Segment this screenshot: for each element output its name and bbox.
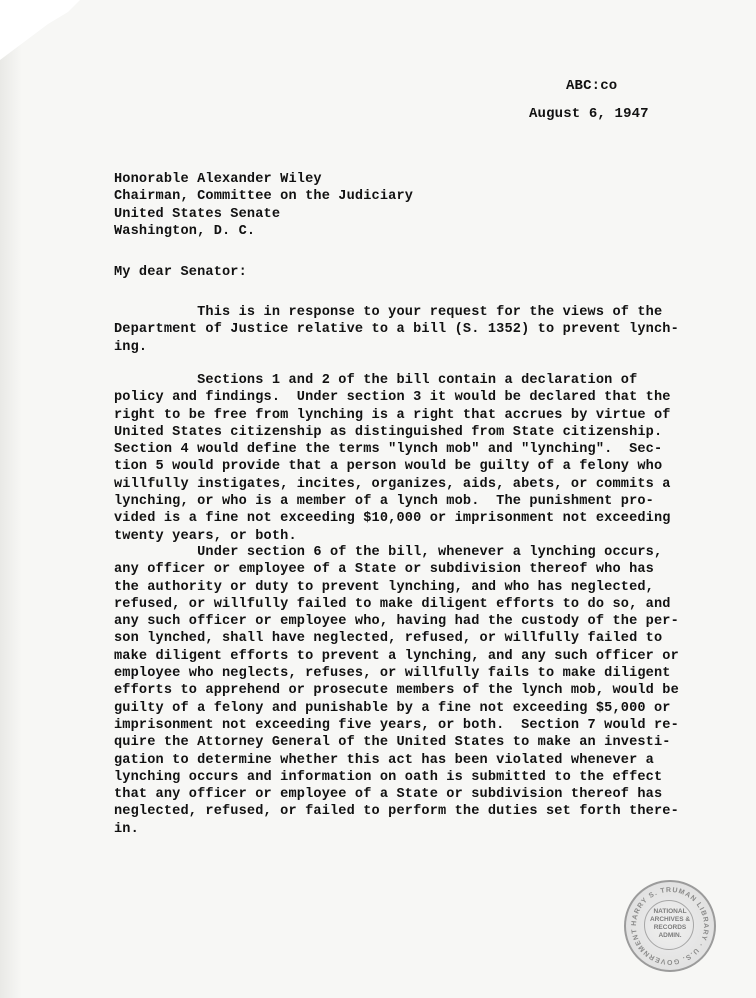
- paragraph-line: any officer or employee of a State or subdivision thereof who has: [114, 562, 654, 578]
- paragraph-line: Under section 6 of the bill, whenever a lynching occurs,: [114, 545, 663, 560]
- paragraph-line: lynching, or who is a member of a lynch mob. The punishment pro-: [114, 494, 654, 510]
- paragraph-line: Sections 1 and 2 of the bill contain a declaration of: [114, 373, 638, 388]
- archive-seal-stamp: [624, 880, 716, 972]
- paragraph-line: employee who neglects, refuses, or willfully fails to make diligent: [114, 666, 671, 682]
- address-line: Honorable Alexander Wiley: [114, 172, 322, 187]
- address-line: Chairman, Committee on the Judiciary: [114, 189, 414, 205]
- seal-center-text: [644, 908, 696, 940]
- paragraph-line: son lynched, shall have neglected, refused, or willfully failed to: [114, 631, 663, 647]
- paragraph-2: [114, 372, 671, 545]
- paragraph-line: imprisonment not exceeding five years, or both. Section 7 would re-: [114, 717, 679, 733]
- paragraph-line: Section 4 would define the terms "lynch mob" and "lynching". Sec-: [114, 442, 663, 458]
- seal-line: NATIONAL: [653, 908, 687, 915]
- paragraph-line: quire the Attorney General of the United States to make an investi-: [114, 735, 671, 751]
- paragraph-line: in.: [114, 821, 139, 837]
- paragraph-line: any such officer or employee who, having had the custody of the per-: [114, 614, 679, 630]
- recipient-address: [114, 171, 413, 240]
- torn-corner: [0, 0, 80, 60]
- paragraph-line: United States citizenship as distinguished from State citizenship.: [114, 424, 663, 440]
- page-left-edge: [0, 0, 22, 998]
- paragraph-line: the authority or duty to prevent lynching, and who has neglected,: [114, 579, 654, 595]
- paragraph-1: [114, 304, 679, 356]
- paragraph-line: This is in response to your request for the views of the: [114, 305, 663, 320]
- paragraph-line: Department of Justice relative to a bill (S. 1352) to prevent lynch-: [114, 322, 679, 338]
- seal-line: ADMIN.: [658, 932, 682, 939]
- paragraph-line: vided is a fine not exceeding $10,000 or imprisonment not exceeding: [114, 511, 671, 527]
- paragraph-line: neglected, refused, or failed to perform the duties set forth there-: [114, 804, 679, 820]
- address-line: Washington, D. C.: [114, 223, 256, 239]
- paragraph-line: refused, or willfully failed to make diligent efforts to do so, and: [114, 596, 671, 612]
- paragraph-line: that any officer or employee of a State or subdivision thereof has: [114, 787, 663, 803]
- paragraph-line: make diligent efforts to prevent a lynching, and any such officer or: [114, 648, 679, 664]
- paragraph-line: lynching occurs and information on oath is submitted to the effect: [114, 769, 663, 785]
- address-line: United States Senate: [114, 206, 281, 222]
- letter-date: August 6, 1947: [529, 106, 649, 122]
- seal-line: ARCHIVES &: [649, 916, 691, 923]
- reference-initials: ABC:co: [566, 78, 618, 94]
- paragraph-line: willfully instigates, incites, organizes, aids, abets, or commits a: [114, 476, 671, 492]
- paragraph-line: efforts to apprehend or prosecute members of the lynch mob, would be: [114, 683, 679, 699]
- paragraph-line: right to be free from lynching is a right that accrues by virtue of: [114, 407, 671, 423]
- paragraph-line: gation to determine whether this act has been violated whenever a: [114, 752, 654, 768]
- paragraph-3: [114, 544, 679, 838]
- paragraph-line: ing.: [114, 339, 148, 355]
- salutation: My dear Senator:: [114, 265, 247, 280]
- seal-ring-text: HARRY S. TRUMAN LIBRARY · U.S. GOVERNMENT: [630, 886, 710, 966]
- paragraph-line: tion 5 would provide that a person would be guilty of a felony who: [114, 459, 663, 475]
- paragraph-line: policy and findings. Under section 3 it would be declared that the: [114, 390, 671, 406]
- paragraph-line: twenty years, or both.: [114, 528, 297, 544]
- paragraph-line: guilty of a felony and punishable by a fine not exceeding $5,000 or: [114, 700, 671, 716]
- seal-line: RECORDS: [653, 924, 687, 931]
